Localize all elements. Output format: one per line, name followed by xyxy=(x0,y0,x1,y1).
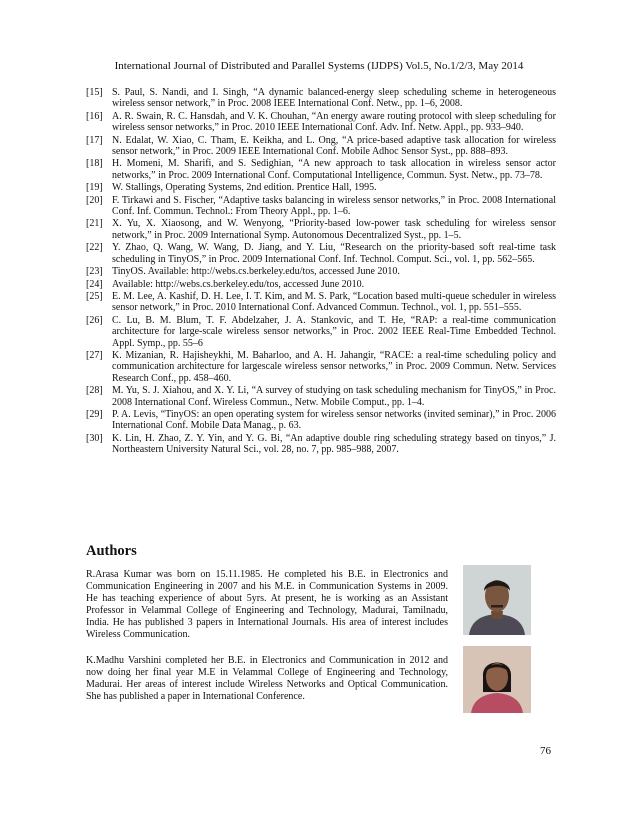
reference-item xyxy=(86,433,556,456)
reference-item xyxy=(86,195,556,218)
reference-text: C. Lu, B. M. Blum, T. F. Abdelzaher, J. A. Stankovic, and T. He, “RAP: a real-time communication architecture for large-scale wireless sensor networks,” in Proc. 2002 IEEE Real-Time Embedded Technol. Appl. Symp., pp. 55–6 xyxy=(112,314,556,349)
reference-text: Available: http://webs.cs.berkeley.edu/tos, accessed June 2010. xyxy=(112,278,365,290)
reference-number: [23] xyxy=(86,266,103,278)
reference-number: [18] xyxy=(86,158,103,170)
author-photo xyxy=(463,646,531,713)
running-header: International Journal of Distributed and Parallel Systems (IJDPS) Vol.5, No.1/2/3, May 2014 xyxy=(114,60,524,72)
reference-number: [27] xyxy=(86,349,103,361)
reference-text: W. Stallings, Operating Systems, 2nd edition. Prentice Hall, 1995. xyxy=(112,182,377,194)
reference-number: [21] xyxy=(86,218,103,230)
reference-number: [16] xyxy=(86,110,103,122)
author-photo xyxy=(463,565,531,635)
reference-item xyxy=(86,242,556,265)
reference-item xyxy=(86,218,556,241)
reference-item xyxy=(86,409,556,432)
reference-number: [28] xyxy=(86,385,103,397)
author-portrait-image xyxy=(463,646,531,713)
reference-item xyxy=(86,158,556,181)
reference-item xyxy=(86,182,556,193)
reference-text: S. Paul, S. Nandi, and I. Singh, “A dynamic balanced-energy sleep scheduling scheme in heterogeneous wireless sensor network,” in Proc. 2008 IEEE International Conf. Netw., pp. 1–6, 2008. xyxy=(112,87,556,110)
reference-number: [25] xyxy=(86,290,103,302)
page-number: 76 xyxy=(540,745,551,757)
authors-heading: Authors xyxy=(86,543,137,559)
reference-number: [26] xyxy=(86,314,103,326)
reference-text: TinyOS. Available: http://webs.cs.berkeley.edu/tos, accessed June 2010. xyxy=(112,266,400,278)
reference-text: E. M. Lee, A. Kashif, D. H. Lee, I. T. Kim, and M. S. Park, “Location based multi-queue scheduler in wireless sensor network,” in Proc. 2010 International Conf. Advanced Commun. Technol., vol. 1, pp. 551–555. xyxy=(112,290,556,314)
reference-text: A. R. Swain, R. C. Hansdah, and V. K. Chouhan, “An energy aware routing protocol with sleep scheduling for wireless sensor networks,” in Proc. 2010 IEEE International Conf. Adv. Inf. Netw. Appl., pp. 933–940. xyxy=(112,110,556,134)
author-bio: K.Madhu Varshini completed her B.E. in Electronics and Communication in 2012 and now doing her final year M.E in Velammal College of Engineering and Technology, Madurai. Her areas of interest include Wireless Networks and Optical Communication. She has published a paper in International Conference. xyxy=(86,655,448,702)
reference-number: [24] xyxy=(86,278,103,290)
reference-item xyxy=(86,385,556,408)
reference-item xyxy=(86,350,556,384)
reference-text: X. Yu, X. Xiaosong, and W. Wenyong, “Priority-based low-power task scheduling for wireless sensor network,” in Proc. 2009 International Symp. Autonomous Decentralized Syst., pp. 1–5. xyxy=(112,218,556,241)
reference-text: P. A. Levis, “TinyOS: an open operating system for wireless sensor networks (invited seminar),” in Proc. 2006 International Conf. Mobile Data Manag., p. 63. xyxy=(112,408,556,432)
reference-text: N. Edalat, W. Xiao, C. Tham, E. Keikha, and L. Ong, “A price-based adaptive task allocation for wireless sensor network,” in Proc. 2009 IEEE International Conf. Mobile Adhoc Sensor Syst., pp. 888–893. xyxy=(112,134,556,158)
reference-item xyxy=(86,87,556,110)
reference-text: Y. Zhao, Q. Wang, W. Wang, D. Jiang, and Y. Liu, “Research on the priority-based soft real-time task scheduling in TinyOS,” in Proc. 2009 International Conf. Inf. Technol. Comput. Sci., vol. 1, pp. 562–565. xyxy=(112,242,556,265)
reference-number: [15] xyxy=(86,87,103,98)
reference-number: [30] xyxy=(86,432,103,444)
reference-item xyxy=(86,135,556,158)
reference-text: H. Momeni, M. Sharifi, and S. Sedighian, “A new approach to task allocation in wireless sensor actor networks,” in Proc. 2009 International Conf. Computational Intelligence, Commun. Syst. Netw., pp. 73–78. xyxy=(112,158,556,181)
reference-number: [29] xyxy=(86,408,103,420)
author-bio: R.Arasa Kumar was born on 15.11.1985. He completed his B.E. in Electronics and Communication Engineering in 2007 and his M.E. in Communication Systems in 2009. He has teaching experience of about 5yrs. At present, he is working as an Assistant Professor in Velammal College of Engineering and Technology, Madurai, Tamilnadu, India. He has published 3 papers in International Journals. His area of interest includes Wireless Communication. xyxy=(86,569,448,640)
reference-item xyxy=(86,291,556,314)
reference-text: K. Mizanian, R. Hajisheykhi, M. Baharloo, and A. H. Jahangir, “RACE: a real-time scheduling policy and communication architecture for largescale wireless sensor networks,” in Proc. 2009 Commun. Netw. Services Research Conf., pp. 458–460. xyxy=(112,349,556,384)
reference-text: K. Lin, H. Zhao, Z. Y. Yin, and Y. G. Bi, “An adaptive double ring scheduling strategy based on tinyos,” J. Northeastern University Natural Sci., vol. 28, no. 7, pp. 985–988, 2007. xyxy=(112,432,556,456)
reference-number: [19] xyxy=(86,182,103,194)
reference-item xyxy=(86,315,556,349)
reference-list xyxy=(86,87,556,457)
reference-number: [22] xyxy=(86,242,103,254)
reference-number: [20] xyxy=(86,194,103,206)
reference-item xyxy=(86,111,556,134)
author-portrait-image xyxy=(463,565,531,635)
reference-item xyxy=(86,279,556,290)
reference-item xyxy=(86,266,556,277)
reference-text: F. Tirkawi and S. Fischer, “Adaptive tasks balancing in wireless sensor networks,” in Proc. 2008 International Conf. Inf. Commun. Technol.: From Theory Appl., pp. 1–6. xyxy=(112,194,556,218)
reference-text: M. Yu, S. J. Xiahou, and X. Y. Li, “A survey of studying on task scheduling mechanism for TinyOS,” in Proc. 2008 International Conf. Wireless Commun., Netw. Mobile Comput., pp. 1–4. xyxy=(112,385,556,408)
reference-number: [17] xyxy=(86,134,103,146)
